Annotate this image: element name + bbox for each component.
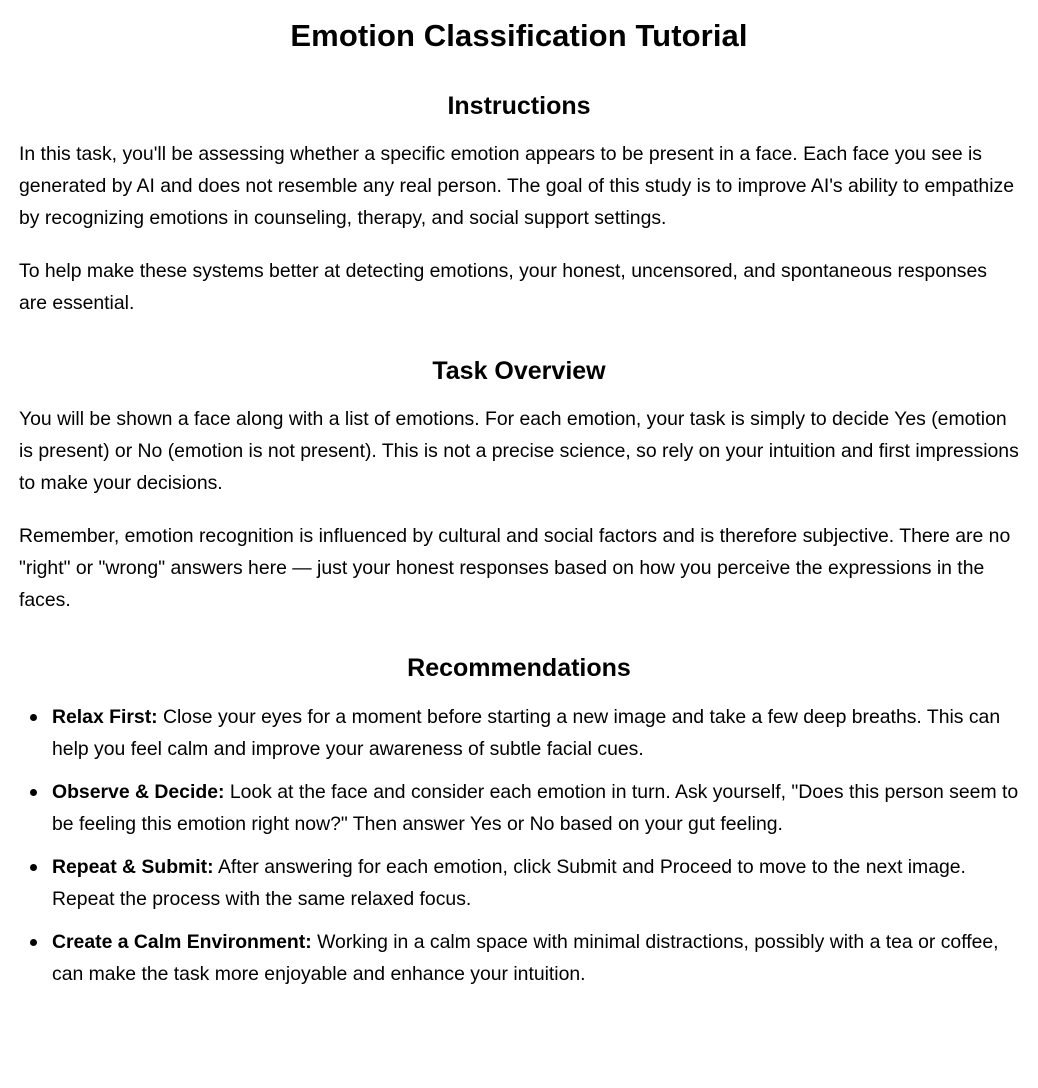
instructions-paragraph-2: To help make these systems better at detecting emotions, your honest, uncensored, and spontaneous responses are essential. [19,260,987,314]
recommendation-text: After answering for each emotion, click Submit and Proceed to move to the next image. Repeat the process with the same relaxed focus. [52,856,966,910]
page-title: Emotion Classification Tutorial [290,18,748,53]
task-overview-heading: Task Overview [432,357,606,385]
task-overview-paragraph-1: You will be shown a face along with a list of emotions. For each emotion, your task is simply to decide Yes (emotion is present) or No (emotion is not present). This is not a precise science, so rely on your intuition and first impressions to make your decisions. [19,408,1019,494]
recommendation-label: Observe & Decide: [52,781,225,803]
recommendations-list [19,701,1019,990]
recommendation-item-relax-first [52,701,1019,765]
recommendation-item-observe-decide [52,776,1019,840]
recommendation-item-repeat-submit [52,851,1019,915]
instructions-heading: Instructions [447,92,591,120]
recommendation-label: Create a Calm Environment: [52,931,312,953]
task-overview-paragraph-2: Remember, emotion recognition is influenced by cultural and social factors and is therefore subjective. There are no "right" or "wrong" answers here — just your honest responses based on how you perceive the expressions in the faces. [19,525,1011,611]
recommendation-text: Working in a calm space with minimal distractions, possibly with a tea or coffee, can make the task more enjoyable and enhance your intuition. [52,931,999,985]
recommendation-label: Relax First: [52,706,158,728]
recommendation-item-calm-environment [52,926,1019,990]
recommendations-heading: Recommendations [407,654,631,682]
recommendation-text: Look at the face and consider each emotion in turn. Ask yourself, "Does this person seem to be feeling this emotion right now?" Then answer Yes or No based on your gut feeling. [52,781,1019,835]
recommendation-label: Repeat & Submit: [52,856,214,878]
recommendation-text: Close your eyes for a moment before starting a new image and take a few deep breaths. This can help you feel calm and improve your awareness of subtle facial cues. [52,706,1001,760]
instructions-paragraph-1: In this task, you'll be assessing whether a specific emotion appears to be present in a face. Each face you see is generated by AI and does not resemble any real person. The goal of this study is to improve AI's ability to empathize by recognizing emotions in counseling, therapy, and social support settings. [19,143,1014,229]
